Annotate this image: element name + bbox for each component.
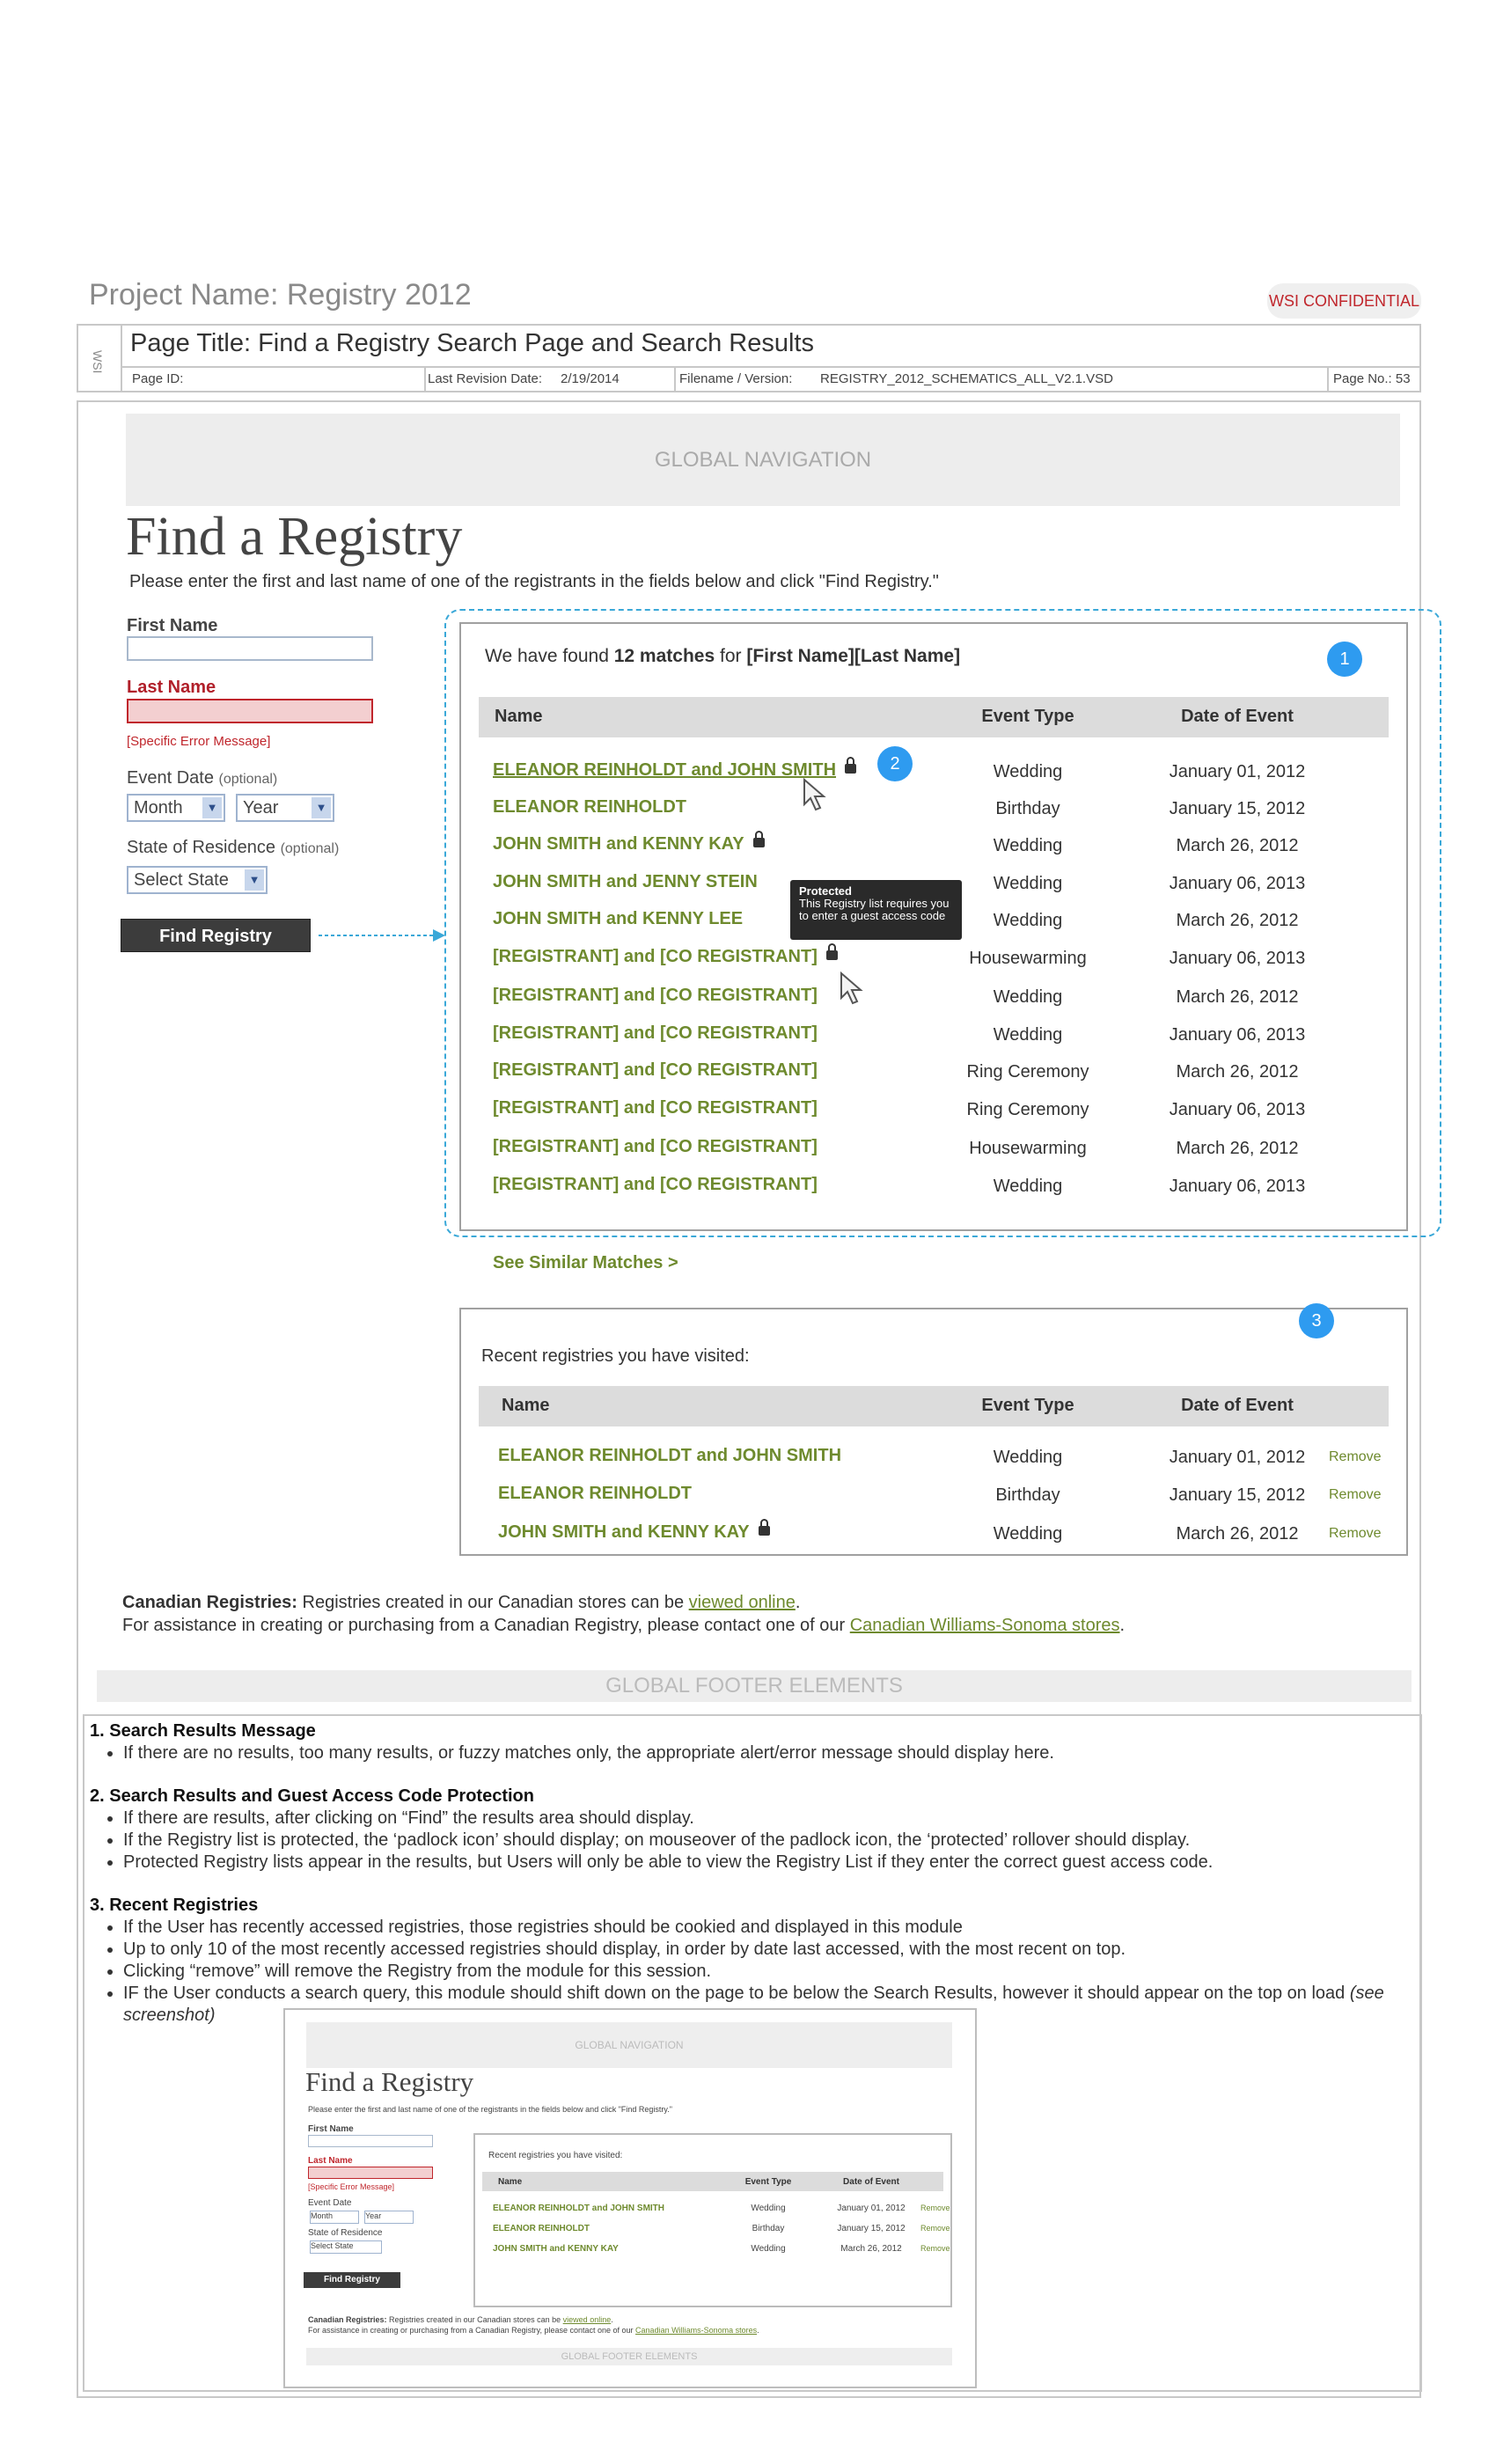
recent-event-type: Wedding	[993, 1524, 1063, 1544]
thumb-first-name-input	[308, 2135, 433, 2147]
result-name-link[interactable]	[493, 797, 686, 818]
column-header-event-type: Event Type	[981, 707, 1074, 726]
note-item: • If the Registry list is protected, the ‘padlock icon’ should display; on mouseover of the padlock icon, the ‘protected’ rollover should display.	[123, 1830, 1410, 1852]
result-name-link[interactable]	[493, 1137, 818, 1157]
result-event-type: Wedding	[993, 762, 1063, 781]
thumb-last-name-input	[308, 2167, 433, 2179]
thumb-recent-event: Wedding	[751, 2244, 786, 2254]
note-text: IF the User conducts a search query, this module should shift down on the page to be below the Search Results, however it should appear on the top on load	[123, 1984, 1346, 2003]
thumb-canadian-note	[308, 2314, 924, 2336]
result-name-link[interactable]	[493, 1060, 818, 1081]
global-navigation: GLOBAL NAVIGATION	[126, 414, 1400, 506]
recent-name: ELEANOR REINHOLDT	[498, 1484, 692, 1503]
state-select[interactable]	[127, 866, 268, 894]
result-event-type: Housewarming	[969, 949, 1087, 968]
result-event-type: Wedding	[993, 1177, 1063, 1196]
thumb-remove-link: Remove	[920, 2204, 950, 2212]
find-registry-button[interactable]: Find Registry	[121, 919, 311, 952]
thumb-year-select: Year	[364, 2211, 414, 2224]
result-name-link[interactable]	[493, 834, 765, 854]
result-name: JOHN SMITH and KENNY KAY	[493, 834, 744, 854]
thumb-state-select: Select State	[310, 2240, 382, 2254]
result-name: [REGISTRANT] and [CO REGISTRANT]	[493, 1137, 818, 1156]
page-number: Page No.: 53	[1333, 371, 1411, 386]
last-revision-label: Last Revision Date:	[428, 371, 543, 386]
note-1-list	[90, 1742, 1410, 1764]
result-name: [REGISTRANT] and [CO REGISTRANT]	[493, 1060, 818, 1080]
annotation-badge-1: 1	[1327, 642, 1362, 677]
first-name-label: First Name	[127, 616, 218, 635]
thumb-recent-date: March 26, 2012	[840, 2244, 902, 2254]
result-name: JOHN SMITH and KENNY LEE	[493, 909, 744, 928]
recent-title: Recent registries you have visited:	[481, 1346, 750, 1366]
recent-registries-panel	[459, 1308, 1408, 1556]
thumb-error-message: [Specific Error Message]	[308, 2182, 395, 2191]
result-name-link[interactable]	[493, 947, 838, 967]
period: .	[795, 1593, 801, 1612]
recent-event-type: Birthday	[995, 1485, 1060, 1505]
meta-divider	[122, 366, 1421, 368]
result-event-type: Wedding	[993, 836, 1063, 855]
first-name-input[interactable]	[127, 636, 373, 661]
result-date: March 26, 2012	[1176, 987, 1299, 1007]
see-similar-matches-link[interactable]: See Similar Matches >	[493, 1253, 678, 1272]
result-event-type: Wedding	[993, 1025, 1063, 1045]
protected-tooltip	[790, 880, 962, 940]
thumb-event-date-label: Event Date	[308, 2198, 352, 2208]
thumb-recent-date: January 01, 2012	[837, 2204, 906, 2213]
result-name: [REGISTRANT] and [CO REGISTRANT]	[493, 1098, 818, 1118]
thumb-viewed-online-link: viewed online	[562, 2315, 612, 2324]
result-event-type: Wedding	[993, 987, 1063, 1007]
thumb-find-button: Find Registry	[304, 2272, 400, 2288]
thumb-recent-title: Recent registries you have visited:	[488, 2151, 623, 2160]
recent-date: January 15, 2012	[1169, 1485, 1306, 1505]
meta-separator	[674, 366, 676, 392]
result-date: January 01, 2012	[1169, 762, 1306, 781]
find-registry-heading: Find a Registry	[126, 507, 463, 567]
thumb-recent-name: ELEANOR REINHOLDT and JOHN SMITH	[493, 2204, 665, 2213]
found-mid: for	[719, 646, 742, 666]
last-revision-value: 2/19/2014	[561, 371, 620, 386]
thumb-period: .	[611, 2315, 613, 2324]
state-value: Select State	[134, 870, 229, 890]
page-title: Page Title: Find a Registry Search Page and Search Results	[130, 329, 814, 357]
canadian-text-2: For assistance in creating or purchasing from a Canadian Registry, please contact one of our	[122, 1616, 846, 1635]
year-value: Year	[243, 798, 279, 818]
thumb-col-event: Event Type	[744, 2177, 792, 2187]
result-name: [REGISTRANT] and [CO REGISTRANT]	[493, 1175, 818, 1194]
tooltip-body: This Registry list requires you to enter a guest access code	[799, 897, 950, 922]
wsi-label: WSI	[91, 350, 105, 374]
month-value: Month	[134, 798, 183, 818]
note-item: • Clicking “remove” will remove the Registry from the module for this session.	[123, 1961, 1410, 1983]
thumb-global-footer: GLOBAL FOOTER ELEMENTS	[306, 2348, 952, 2365]
result-event-type: Housewarming	[969, 1139, 1087, 1158]
thumb-col-name: Name	[498, 2177, 523, 2187]
result-date: March 26, 2012	[1176, 1062, 1299, 1082]
result-date: March 26, 2012	[1176, 911, 1299, 930]
result-name-link[interactable]	[493, 986, 818, 1006]
thumb-state-label: State of Residence	[308, 2228, 383, 2238]
thumb-intro: Please enter the first and last name of one of the registrants in the fields below and click "Find Registry."	[308, 2105, 672, 2114]
result-name: ELEANOR REINHOLDT	[493, 797, 686, 817]
mouse-cursor-icon	[803, 778, 829, 813]
result-date: January 06, 2013	[1169, 1177, 1306, 1196]
note-item: • If there are no results, too many results, or fuzzy matches only, the appropriate alert/error message should display here.	[123, 1742, 1410, 1764]
recent-name: JOHN SMITH and KENNY KAY	[498, 1522, 750, 1542]
result-name-link[interactable]	[493, 1023, 818, 1044]
intro-text: Please enter the first and last name of one of the registrants in the fields below and click "Find Registry."	[129, 572, 939, 591]
recent-name-link[interactable]	[498, 1484, 692, 1504]
results-message	[485, 646, 960, 667]
thumb-month-select: Month	[310, 2211, 359, 2224]
note-item: • Protected Registry lists appear in the results, but Users will only be able to view the Registry List if they enter the correct guest access code.	[123, 1852, 1410, 1874]
page-id-label: Page ID:	[132, 371, 184, 386]
result-date: January 06, 2013	[1169, 874, 1306, 893]
error-message: [Specific Error Message]	[127, 734, 271, 749]
canadian-text-1: Registries created in our Canadian stores can be	[302, 1593, 685, 1612]
thumb-canadian-text-2: For assistance in creating or purchasing from a Canadian Registry, please contact one of our	[308, 2326, 634, 2335]
result-date: March 26, 2012	[1176, 836, 1299, 855]
recent-name-link[interactable]	[498, 1446, 841, 1466]
recent-date: January 01, 2012	[1169, 1448, 1306, 1467]
viewed-online-link[interactable]: viewed online	[688, 1593, 796, 1612]
thumb-col-date: Date of Event	[843, 2177, 899, 2187]
chevron-down-icon: ▼	[312, 797, 331, 818]
filename-value: REGISTRY_2012_SCHEMATICS_ALL_V2.1.VSD	[820, 371, 1113, 386]
result-name-link[interactable]	[493, 909, 743, 929]
recent-column-name: Name	[502, 1396, 550, 1415]
event-date-label	[127, 768, 277, 788]
confidential-badge: WSI CONFIDENTIAL	[1267, 283, 1421, 319]
recent-event-type: Wedding	[993, 1448, 1063, 1467]
flow-arrow	[317, 926, 449, 945]
thumb-stores-link: Canadian Williams-Sonoma stores	[635, 2326, 758, 2335]
column-header-name: Name	[495, 707, 543, 726]
result-date: January 06, 2013	[1169, 1025, 1306, 1045]
recent-name-link[interactable]	[498, 1522, 770, 1543]
result-name-link[interactable]	[493, 1175, 818, 1195]
recent-date: March 26, 2012	[1176, 1524, 1299, 1544]
canadian-stores-link[interactable]: Canadian Williams-Sonoma stores	[849, 1616, 1120, 1635]
optional-hint: (optional)	[218, 772, 278, 787]
meta-separator	[424, 366, 426, 392]
last-name-input[interactable]	[127, 699, 373, 723]
thumb-remove-link: Remove	[920, 2224, 950, 2233]
result-name-link[interactable]	[493, 872, 758, 892]
meta-separator	[1327, 366, 1329, 392]
note-item: • Up to only 10 of the most recently accessed registries should display, in order by date last accessed, with the most recent on top.	[123, 1939, 1410, 1961]
note-2-title: 2. Search Results and Guest Access Code Protection	[90, 1786, 534, 1806]
result-event-type: Birthday	[995, 799, 1060, 818]
thumb-canadian-text-1: Registries created in our Canadian stores can be	[389, 2315, 561, 2324]
result-event-type: Wedding	[993, 911, 1063, 930]
chevron-down-icon: ▼	[245, 869, 264, 891]
thumb-recent-event: Birthday	[752, 2224, 785, 2233]
thumb-recent-name: ELEANOR REINHOLDT	[493, 2224, 590, 2233]
result-date: March 26, 2012	[1176, 1139, 1299, 1158]
thumb-period: .	[757, 2326, 759, 2335]
remove-link[interactable]: Remove	[1329, 1526, 1382, 1541]
search-query: [First Name][Last Name]	[746, 646, 961, 666]
thumb-global-navigation: GLOBAL NAVIGATION	[306, 2022, 952, 2068]
result-event-type: Ring Ceremony	[966, 1062, 1089, 1082]
state-label	[127, 838, 339, 858]
result-name: [REGISTRANT] and [CO REGISTRANT]	[493, 1023, 818, 1043]
note-item: • If there are results, after clicking on “Find” the results area should display.	[123, 1808, 1410, 1830]
canadian-label: Canadian Registries:	[122, 1593, 297, 1612]
event-date-text: Event Date	[127, 768, 214, 788]
found-prefix: We have found	[485, 646, 609, 666]
note-1-title: 1. Search Results Message	[90, 1721, 316, 1741]
padlock-icon[interactable]	[753, 838, 765, 847]
annotation-notes	[90, 1720, 1410, 2048]
thumb-recent-event: Wedding	[751, 2204, 786, 2213]
year-select[interactable]	[236, 794, 334, 822]
state-text: State of Residence	[127, 838, 275, 857]
recent-column-date: Date of Event	[1181, 1396, 1294, 1415]
project-name: Project Name: Registry 2012	[89, 278, 472, 312]
canadian-registries-note	[122, 1591, 1125, 1637]
result-date: January 15, 2012	[1169, 799, 1306, 818]
result-name: [REGISTRANT] and [CO REGISTRANT]	[493, 947, 818, 966]
match-count: 12 matches	[613, 646, 715, 666]
note-2-list	[90, 1808, 1410, 1874]
recent-column-event-type: Event Type	[981, 1396, 1074, 1415]
thumb-remove-link: Remove	[920, 2244, 950, 2253]
optional-hint: (optional)	[280, 841, 340, 856]
thumb-recent-name: JOHN SMITH and KENNY KAY	[493, 2244, 619, 2254]
result-name: JOHN SMITH and JENNY STEIN	[493, 872, 758, 891]
padlock-icon[interactable]	[826, 950, 838, 960]
global-footer: GLOBAL FOOTER ELEMENTS	[97, 1670, 1412, 1702]
thumb-last-name-label: Last Name	[308, 2156, 353, 2166]
padlock-icon[interactable]	[759, 1526, 770, 1536]
padlock-icon[interactable]	[845, 764, 856, 774]
result-name: [REGISTRANT] and [CO REGISTRANT]	[493, 986, 818, 1005]
month-select[interactable]	[127, 794, 225, 822]
thumb-first-name-label: First Name	[308, 2124, 354, 2134]
result-date: January 06, 2013	[1169, 949, 1306, 968]
column-header-date: Date of Event	[1181, 707, 1294, 726]
result-date: January 06, 2013	[1169, 1100, 1306, 1119]
remove-link[interactable]: Remove	[1329, 1449, 1382, 1464]
result-event-type: Ring Ceremony	[966, 1100, 1089, 1119]
result-event-type: Wedding	[993, 874, 1063, 893]
annotation-badge-3: 3	[1299, 1303, 1334, 1338]
remove-link[interactable]: Remove	[1329, 1487, 1382, 1502]
result-name-link[interactable]	[493, 1098, 818, 1118]
mouse-cursor-icon	[840, 972, 866, 1007]
see-screenshot-note: (see screenshot)	[123, 1984, 1384, 2025]
tooltip-title: Protected	[799, 884, 852, 898]
annotation-badge-2: 2	[877, 746, 913, 781]
thumb-canadian-label: Canadian Registries:	[308, 2315, 387, 2324]
chevron-down-icon: ▼	[202, 797, 222, 818]
thumb-heading: Find a Registry	[305, 2066, 474, 2097]
thumb-recent-date: January 15, 2012	[837, 2224, 906, 2233]
filename-label: Filename / Version:	[679, 371, 793, 386]
period: .	[1119, 1616, 1126, 1635]
result-name: ELEANOR REINHOLDT and JOHN SMITH	[493, 760, 837, 780]
recent-name: ELEANOR REINHOLDT and JOHN SMITH	[498, 1446, 842, 1465]
note-3-title: 3. Recent Registries	[90, 1896, 259, 1915]
note-item: • If the User has recently accessed registries, those registries should be cookied and displayed in this module	[123, 1917, 1410, 1939]
last-name-label: Last Name	[127, 678, 216, 697]
